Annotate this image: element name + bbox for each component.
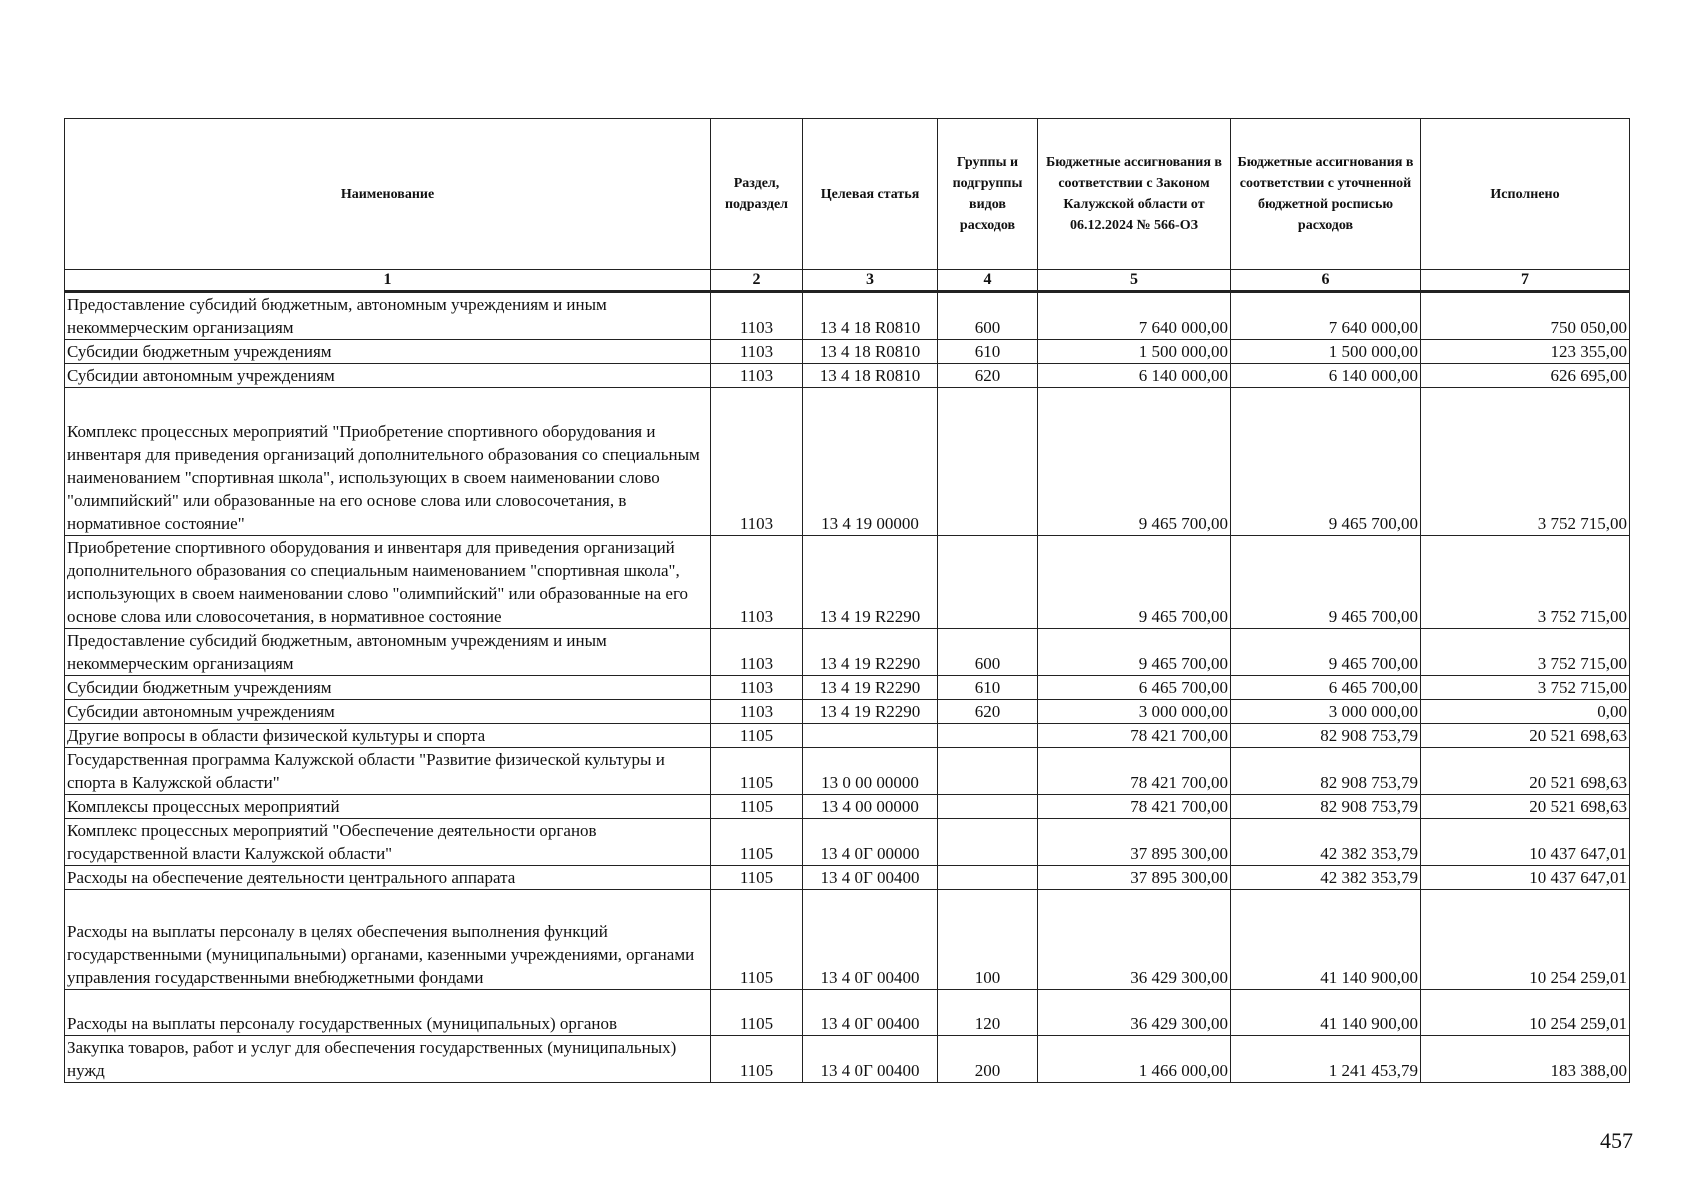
row-name: Расходы на выплаты персоналу государственных (муниципальных) органов	[65, 990, 711, 1036]
row-section: 1103	[711, 340, 803, 364]
row-name: Субсидии бюджетным учреждениям	[65, 340, 711, 364]
table-row	[65, 748, 1630, 795]
row-executed: 10 254 259,01	[1421, 890, 1630, 990]
row-law: 78 421 700,00	[1038, 724, 1231, 748]
row-section: 1103	[711, 700, 803, 724]
table-row	[65, 990, 1630, 1036]
row-section: 1105	[711, 990, 803, 1036]
row-section: 1103	[711, 388, 803, 536]
row-name: Приобретение спортивного оборудования и инвентаря для приведения организаций дополнительного образования со специальным наименованием "спортивная школа", использующих в своем наименовании слово "олимпийский" или образованные на его основе слова или словосочетания, в нормативное состояние	[65, 536, 711, 629]
row-refined: 82 908 753,79	[1231, 795, 1421, 819]
row-executed: 183 388,00	[1421, 1036, 1630, 1083]
row-refined: 82 908 753,79	[1231, 724, 1421, 748]
row-group	[938, 388, 1038, 536]
row-refined: 41 140 900,00	[1231, 990, 1421, 1036]
column-number: 3	[803, 270, 938, 292]
row-target: 13 4 19 R2290	[803, 676, 938, 700]
table-row	[65, 536, 1630, 629]
row-refined: 41 140 900,00	[1231, 890, 1421, 990]
row-executed: 20 521 698,63	[1421, 795, 1630, 819]
row-refined: 7 640 000,00	[1231, 292, 1421, 340]
row-name: Комплексы процессных мероприятий	[65, 795, 711, 819]
row-group	[938, 819, 1038, 866]
row-executed: 10 437 647,01	[1421, 866, 1630, 890]
row-group: 620	[938, 364, 1038, 388]
row-refined: 9 465 700,00	[1231, 629, 1421, 676]
row-section: 1105	[711, 748, 803, 795]
row-refined: 42 382 353,79	[1231, 819, 1421, 866]
row-law: 9 465 700,00	[1038, 388, 1231, 536]
column-number: 1	[65, 270, 711, 292]
row-group	[938, 748, 1038, 795]
row-law: 7 640 000,00	[1038, 292, 1231, 340]
row-executed: 20 521 698,63	[1421, 724, 1630, 748]
table-row	[65, 795, 1630, 819]
row-group: 610	[938, 340, 1038, 364]
row-executed: 10 254 259,01	[1421, 990, 1630, 1036]
row-section: 1105	[711, 819, 803, 866]
row-group	[938, 536, 1038, 629]
row-target: 13 4 0Г 00400	[803, 890, 938, 990]
row-group	[938, 724, 1038, 748]
row-law: 78 421 700,00	[1038, 748, 1231, 795]
row-law: 6 140 000,00	[1038, 364, 1231, 388]
row-law: 9 465 700,00	[1038, 629, 1231, 676]
row-law: 37 895 300,00	[1038, 819, 1231, 866]
row-section: 1103	[711, 292, 803, 340]
row-law: 36 429 300,00	[1038, 890, 1231, 990]
row-target: 13 4 0Г 00400	[803, 990, 938, 1036]
table-row	[65, 292, 1630, 340]
row-law: 6 465 700,00	[1038, 676, 1231, 700]
row-target: 13 4 0Г 00000	[803, 819, 938, 866]
column-number-row	[65, 270, 1630, 292]
row-target	[803, 724, 938, 748]
table-row	[65, 866, 1630, 890]
table-row	[65, 700, 1630, 724]
row-executed: 3 752 715,00	[1421, 388, 1630, 536]
row-target: 13 4 0Г 00400	[803, 1036, 938, 1083]
row-executed: 0,00	[1421, 700, 1630, 724]
table-row	[65, 340, 1630, 364]
row-target: 13 4 00 00000	[803, 795, 938, 819]
row-refined: 1 500 000,00	[1231, 340, 1421, 364]
header-law: Бюджетные ассигнования в соответствии с Законом Калужской области от 06.12.2024 № 566-ОЗ	[1038, 119, 1231, 270]
header-name: Наименование	[65, 119, 711, 270]
row-law: 3 000 000,00	[1038, 700, 1231, 724]
table-row	[65, 364, 1630, 388]
row-refined: 42 382 353,79	[1231, 866, 1421, 890]
row-group: 120	[938, 990, 1038, 1036]
row-name: Субсидии автономным учреждениям	[65, 364, 711, 388]
row-refined: 9 465 700,00	[1231, 388, 1421, 536]
row-group: 600	[938, 292, 1038, 340]
row-name: Другие вопросы в области физической культуры и спорта	[65, 724, 711, 748]
row-target: 13 4 19 00000	[803, 388, 938, 536]
row-group: 200	[938, 1036, 1038, 1083]
table-row	[65, 819, 1630, 866]
row-refined: 3 000 000,00	[1231, 700, 1421, 724]
row-law: 78 421 700,00	[1038, 795, 1231, 819]
row-executed: 3 752 715,00	[1421, 629, 1630, 676]
row-target: 13 0 00 00000	[803, 748, 938, 795]
table-row	[65, 388, 1630, 536]
row-name: Комплекс процессных мероприятий "Обеспечение деятельности органов государственной власти Калужской области"	[65, 819, 711, 866]
budget-table-sheet	[64, 118, 1629, 1083]
row-law: 37 895 300,00	[1038, 866, 1231, 890]
row-group	[938, 866, 1038, 890]
row-refined: 6 465 700,00	[1231, 676, 1421, 700]
header-groups: Группы и подгруппы видов расходов	[938, 119, 1038, 270]
column-number: 7	[1421, 270, 1630, 292]
row-name: Закупка товаров, работ и услуг для обеспечения государственных (муниципальных) нужд	[65, 1036, 711, 1083]
row-name: Субсидии автономным учреждениям	[65, 700, 711, 724]
row-group: 620	[938, 700, 1038, 724]
table-header-row	[65, 119, 1630, 270]
column-number: 4	[938, 270, 1038, 292]
row-target: 13 4 18 R0810	[803, 340, 938, 364]
budget-table	[64, 118, 1630, 1083]
row-section: 1105	[711, 724, 803, 748]
row-law: 9 465 700,00	[1038, 536, 1231, 629]
row-law: 1 466 000,00	[1038, 1036, 1231, 1083]
row-section: 1103	[711, 536, 803, 629]
table-row	[65, 890, 1630, 990]
row-name: Предоставление субсидий бюджетным, автономным учреждениям и иным некоммерческим организациям	[65, 292, 711, 340]
table-row	[65, 676, 1630, 700]
row-section: 1105	[711, 890, 803, 990]
row-name: Расходы на выплаты персоналу в целях обеспечения выполнения функций государственными (муниципальными) органами, казенными учреждениями, органами управления государственными внебюджетными фондами	[65, 890, 711, 990]
row-target: 13 4 18 R0810	[803, 364, 938, 388]
row-section: 1103	[711, 676, 803, 700]
row-executed: 20 521 698,63	[1421, 748, 1630, 795]
row-refined: 9 465 700,00	[1231, 536, 1421, 629]
header-refined: Бюджетные ассигнования в соответствии с уточненной бюджетной росписью расходов	[1231, 119, 1421, 270]
row-refined: 6 140 000,00	[1231, 364, 1421, 388]
row-executed: 626 695,00	[1421, 364, 1630, 388]
header-executed: Исполнено	[1421, 119, 1630, 270]
row-section: 1103	[711, 364, 803, 388]
row-group: 600	[938, 629, 1038, 676]
header-section: Раздел, подраздел	[711, 119, 803, 270]
row-executed: 3 752 715,00	[1421, 676, 1630, 700]
row-target: 13 4 19 R2290	[803, 700, 938, 724]
row-name: Субсидии бюджетным учреждениям	[65, 676, 711, 700]
row-section: 1105	[711, 866, 803, 890]
column-number: 6	[1231, 270, 1421, 292]
row-section: 1105	[711, 795, 803, 819]
row-executed: 750 050,00	[1421, 292, 1630, 340]
row-law: 1 500 000,00	[1038, 340, 1231, 364]
table-row	[65, 1036, 1630, 1083]
row-refined: 82 908 753,79	[1231, 748, 1421, 795]
row-name: Расходы на обеспечение деятельности центрального аппарата	[65, 866, 711, 890]
column-number: 5	[1038, 270, 1231, 292]
table-row	[65, 629, 1630, 676]
row-section: 1103	[711, 629, 803, 676]
row-group: 100	[938, 890, 1038, 990]
row-executed: 123 355,00	[1421, 340, 1630, 364]
row-executed: 3 752 715,00	[1421, 536, 1630, 629]
row-target: 13 4 18 R0810	[803, 292, 938, 340]
row-name: Предоставление субсидий бюджетным, автономным учреждениям и иным некоммерческим организациям	[65, 629, 711, 676]
table-row	[65, 724, 1630, 748]
row-group	[938, 795, 1038, 819]
row-target: 13 4 19 R2290	[803, 536, 938, 629]
row-target: 13 4 19 R2290	[803, 629, 938, 676]
header-target: Целевая статья	[803, 119, 938, 270]
row-group: 610	[938, 676, 1038, 700]
column-number: 2	[711, 270, 803, 292]
row-refined: 1 241 453,79	[1231, 1036, 1421, 1083]
page-number: 457	[1600, 1128, 1633, 1153]
row-law: 36 429 300,00	[1038, 990, 1231, 1036]
row-section: 1105	[711, 1036, 803, 1083]
row-executed: 10 437 647,01	[1421, 819, 1630, 866]
row-name: Государственная программа Калужской области "Развитие физической культуры и спорта в Калужской области"	[65, 748, 711, 795]
row-name: Комплекс процессных мероприятий "Приобретение спортивного оборудования и инвентаря для приведения организаций дополнительного образования со специальным наименованием "спортивная школа", использующих в своем наименовании слово "олимпийский" или образованные на его основе слова или словосочетания, в нормативное состояние"	[65, 388, 711, 536]
row-target: 13 4 0Г 00400	[803, 866, 938, 890]
